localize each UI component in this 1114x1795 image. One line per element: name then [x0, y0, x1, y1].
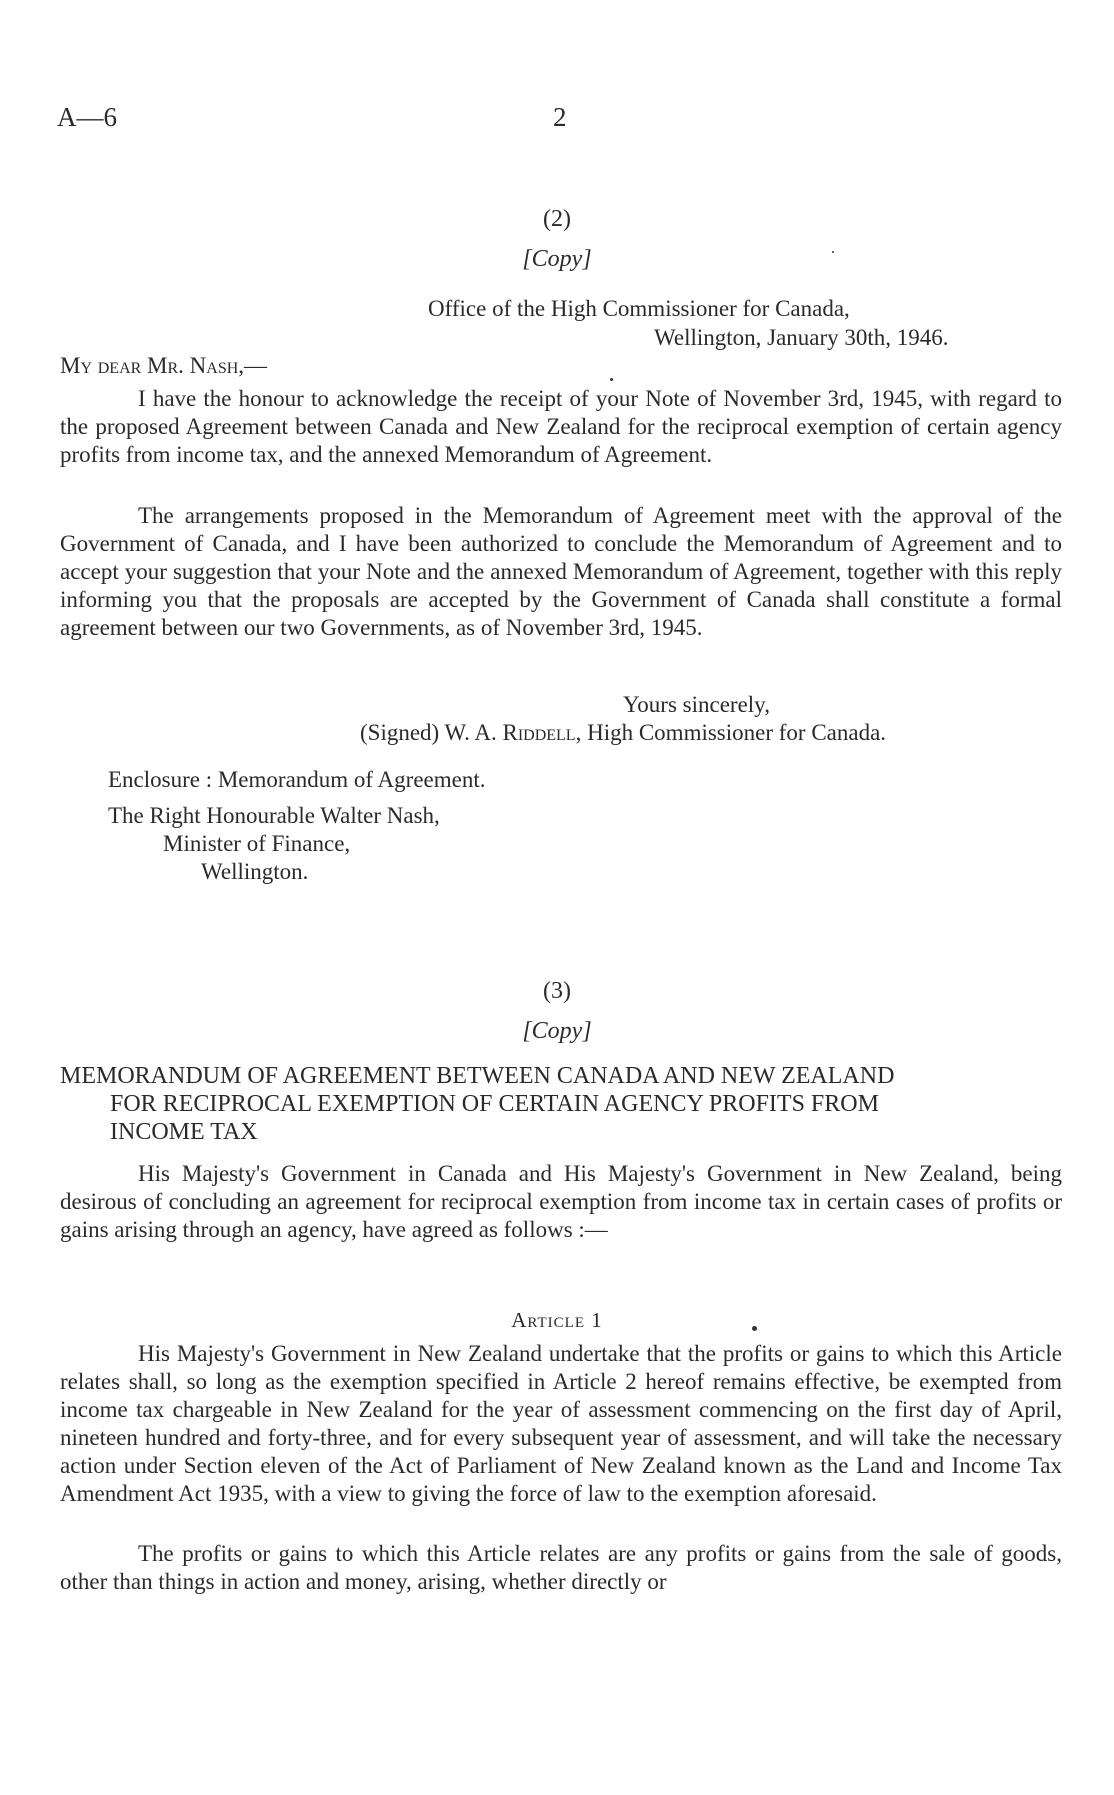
address-line-2: Minister of Finance, [163, 831, 351, 856]
title-line-2: FOR RECIPROCAL EXEMPTION OF CERTAIN AGENCY PROFITS FROM [110, 1091, 879, 1117]
closing: Yours sincerely, [623, 692, 770, 717]
sender-date: Wellington, January 30th, 1946. [654, 325, 949, 350]
signed-prefix: (Signed) W. A. [360, 720, 497, 745]
memorandum-copy-label: [Copy] [522, 1018, 592, 1044]
sender-office: Office of the High Commissioner for Canada, [428, 296, 850, 321]
signature-line [360, 720, 886, 746]
salutation: My dear Mr. Nash,— [60, 353, 268, 378]
letter-number: (2) [543, 206, 571, 232]
enclosure-note: Enclosure : Memorandum of Agreement. [108, 767, 486, 792]
letter-paragraph-2: The arrangements proposed in the Memorandum of Agreement meet with the approval of the Government of Canada, and I have been authorized to conclude the Memorandum of Agreement and to accept your suggestion that your Note and the annexed Memorandum of Agreement, together with this reply informing you that the proposals are accepted by the Government of Canada shall constitute a formal agreement between our two Governments, as of November 3rd, 1945. [60, 503, 1062, 640]
copy-label: [Copy] [522, 246, 592, 272]
page-number: 2 [553, 102, 567, 132]
address-line-1: The Right Honourable Walter Nash, [108, 803, 440, 828]
memorandum-number: (3) [543, 978, 571, 1004]
signer-title: , High Commissioner for Canada. [575, 720, 887, 745]
document-code: A—6 [57, 102, 117, 132]
ink-dot [610, 378, 613, 381]
article-heading: Article 1 [511, 1308, 603, 1332]
ink-speck [832, 251, 834, 253]
signer-name: Riddell [502, 720, 576, 745]
title-line-3: INCOME TAX [110, 1119, 258, 1145]
address-line-3: Wellington. [201, 859, 309, 884]
article-paragraph-2: The profits or gains to which this Article relates are any profits or gains from the sale of goods, other than things in action and money, arising, whether directly or [60, 1541, 1062, 1594]
title-line-1: MEMORANDUM OF AGREEMENT BETWEEN CANADA AND NEW ZEALAND [60, 1063, 895, 1089]
letter-paragraph-1: I have the honour to acknowledge the receipt of your Note of November 3rd, 1945, with regard to the proposed Agreement between Canada and New Zealand for the reciprocal exemption of certain agency profits from income tax, and the annexed Memorandum of Agreement. [60, 386, 1062, 467]
memorandum-preamble: His Majesty's Government in Canada and His Majesty's Government in New Zealand, being desirous of concluding an agreement for reciprocal exemption from income tax in certain cases of profits or gains arising through an agency, have agreed as follows :— [60, 1161, 1062, 1242]
article-paragraph-1: His Majesty's Government in New Zealand undertake that the profits or gains to which this Article relates shall, so long as the exemption specified in Article 2 hereof remains effective, be exempted from income tax chargeable in New Zealand for the year of assessment commencing on the first day of April, nineteen hundred and forty-three, and for every subsequent year of assessment, and will take the necessary action under Section eleven of the Act of Parliament of New Zealand known as the Land and Income Tax Amendment Act 1935, with a view to giving the force of law to the exemption aforesaid. [60, 1341, 1062, 1506]
recipient-address [108, 802, 440, 886]
memorandum-title [60, 1062, 1070, 1146]
sender-block [428, 294, 949, 352]
ink-dot [752, 1326, 757, 1331]
